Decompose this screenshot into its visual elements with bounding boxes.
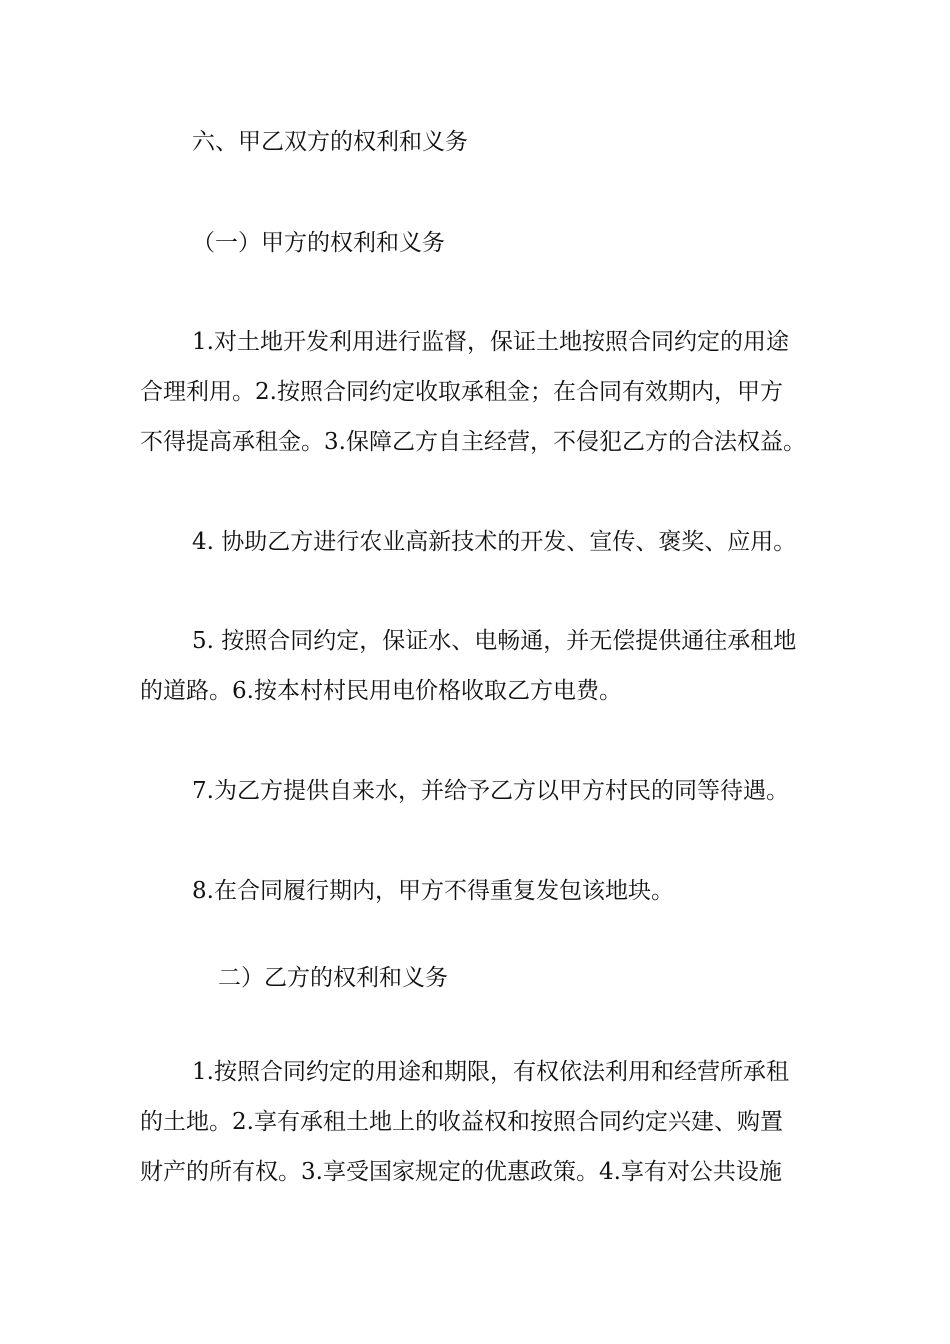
- paragraph-line: 1.按照合同约定的用途和期限，有权依法利用和经营所承租: [192, 1059, 789, 1085]
- paragraph-line: 合理利用。2.按照合同约定收取承租金；在合同有效期内，甲方: [140, 379, 783, 405]
- paragraph-line: 4. 协助乙方进行农业高新技术的开发、宣传、褒奖、应用。: [192, 529, 797, 555]
- section-heading: 六、甲乙双方的权利和义务: [192, 129, 468, 155]
- paragraph-line: 不得提高承租金。3.保障乙方自主经营，不侵犯乙方的合法权益。: [140, 429, 806, 455]
- paragraph-line: 8.在合同履行期内，甲方不得重复发包该地块。: [192, 878, 674, 904]
- subsection-heading-party-a: （一）甲方的权利和义务: [192, 230, 445, 256]
- paragraph-line: 的道路。6.按本村村民用电价格收取乙方电费。: [140, 678, 622, 704]
- paragraph-line: 7.为乙方提供自来水，并给予乙方以甲方村民的同等待遇。: [192, 778, 789, 804]
- paragraph-line: 1.对土地开发利用进行监督，保证土地按照合同约定的用途: [192, 329, 789, 355]
- paragraph-line: 财产的所有权。3.享受国家规定的优惠政策。4.享有对公共设施: [140, 1159, 782, 1185]
- paragraph-line: 5. 按照合同约定，保证水、电畅通，并无偿提供通往承租地: [192, 628, 797, 654]
- paragraph-line: 的土地。2.享有承租土地上的收益权和按照合同约定兴建、购置: [140, 1109, 783, 1135]
- subsection-heading-party-b: 二）乙方的权利和义务: [218, 965, 448, 991]
